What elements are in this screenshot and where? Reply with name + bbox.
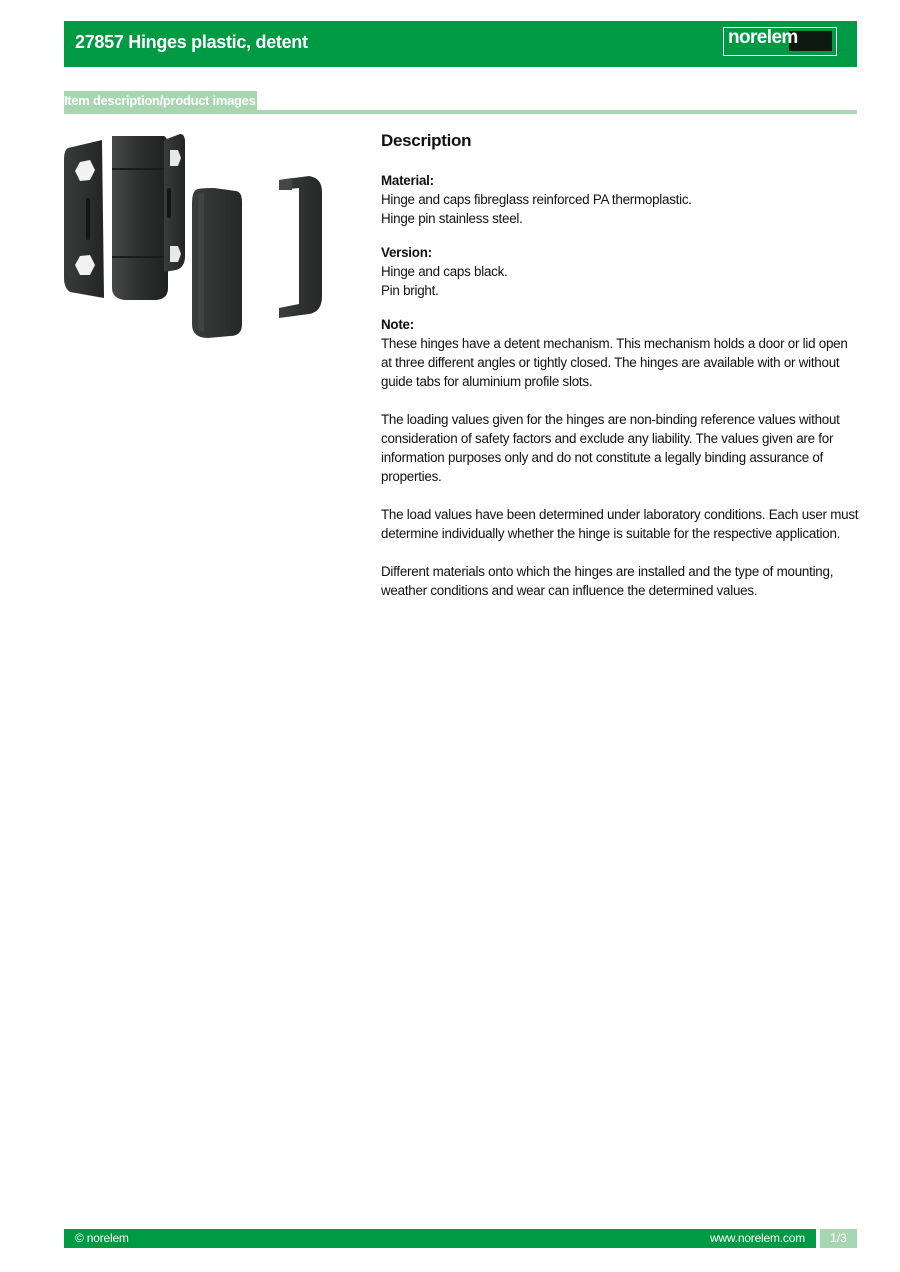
page-title: 27857 Hinges plastic, detent <box>75 32 308 52</box>
material-label: Material: <box>381 173 434 188</box>
note-line: These hinges have a detent mechanism. This mechanism holds a door or lid open <box>381 336 848 351</box>
version-block <box>381 243 857 300</box>
note-paragraph <box>381 410 857 486</box>
note-paragraph <box>381 334 857 391</box>
paragraph-gap <box>381 486 857 505</box>
version-label: Version: <box>381 245 432 260</box>
material-line: Hinge and caps fibreglass reinforced PA thermoplastic. <box>381 192 692 207</box>
note-block <box>381 315 857 600</box>
note-label: Note: <box>381 317 414 332</box>
note-paragraph <box>381 562 857 600</box>
paragraph-gap <box>381 391 857 410</box>
note-line: properties. <box>381 469 442 484</box>
section-label: Item description/product images <box>64 93 256 108</box>
note-line: weather conditions and wear can influence the determined values. <box>381 583 758 598</box>
version-line: Hinge and caps black. <box>381 264 508 279</box>
footer-website-link[interactable]: www.norelem.com <box>709 1231 805 1245</box>
note-line: determine individually whether the hinge is suitable for the respective application. <box>381 526 841 541</box>
hinge-product-image <box>64 128 322 343</box>
note-line: The loading values given for the hinges are non-binding reference values without <box>381 412 840 427</box>
material-block <box>381 171 857 228</box>
version-line: Pin bright. <box>381 283 439 298</box>
footer-bar <box>64 1229 816 1248</box>
note-line: guide tabs for aluminium profile slots. <box>381 374 593 389</box>
description-panel <box>381 127 857 615</box>
description-heading: Description <box>381 131 472 150</box>
norelem-logo <box>723 27 837 56</box>
section-divider <box>64 110 857 114</box>
logo-text: norelem <box>728 27 798 48</box>
footer-copyright: © norelem <box>75 1231 129 1245</box>
note-line: at three different angles or tightly closed. The hinges are available with or without <box>381 355 840 370</box>
note-line: Different materials onto which the hinges are installed and the type of mounting, <box>381 564 834 579</box>
note-line: consideration of safety factors and exclude any liability. The values given are for <box>381 431 834 446</box>
note-paragraph <box>381 505 857 543</box>
material-line: Hinge pin stainless steel. <box>381 211 523 226</box>
page-number: 1/3 <box>820 1229 857 1248</box>
note-line: The load values have been determined under laboratory conditions. Each user must <box>381 507 859 522</box>
note-line: information purposes only and do not constitute a legally binding assurance of <box>381 450 824 465</box>
header-bar <box>64 21 857 67</box>
paragraph-gap <box>381 543 857 562</box>
